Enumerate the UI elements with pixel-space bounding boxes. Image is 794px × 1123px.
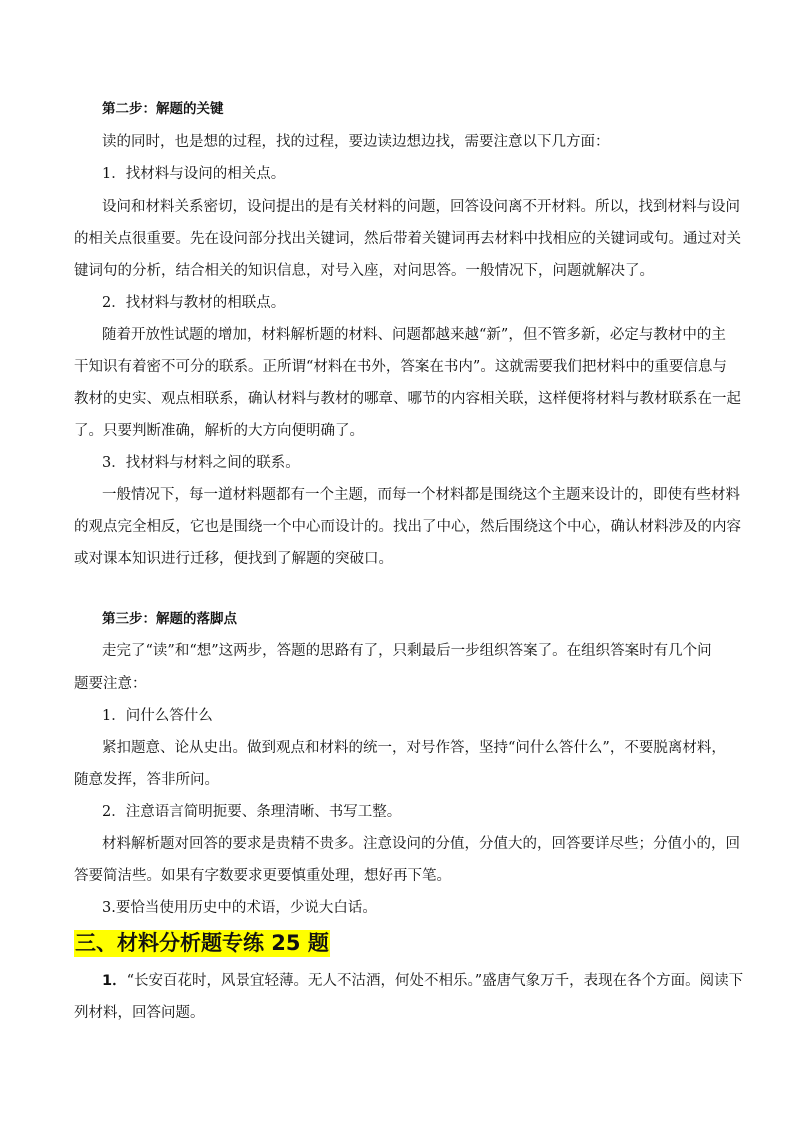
step3-point2-title: 2．注意语言简明扼要、条理清晰、书写工整。 [102, 804, 402, 820]
step2-heading: 第二步：解题的关键 [102, 101, 224, 117]
question-1-line1 [102, 972, 752, 991]
step3-point2-line1: 材料解析题对回答的要求是贵精不贵多。注意设问的分值，分值大的，回答要详尽些；分值小的，回 [102, 836, 740, 852]
step2-point1-line2: 的相关点很重要。先在设问部分找出关键词，然后带着关键词再去材料中找相应的关键词或句。通过对关 [74, 231, 741, 247]
question-1-number: 1． [102, 973, 127, 989]
step2-point2-line3: 教材的史实、观点相联系，确认材料与教材的哪章、哪节的内容相关联，这样便将材料与教材联系在一起 [74, 391, 741, 407]
step3-intro-line1: 走完了“读”和“想”这两步，答题的思路有了，只剩最后一步组织答案了。在组织答案时有几个问 [102, 643, 712, 659]
step2-point2-title: 2．找材料与教材的相联点。 [102, 295, 286, 311]
step2-point2-line4: 了。只要判断准确，解析的大方向便明确了。 [74, 423, 364, 439]
step3-intro-line2: 题要注意： [74, 676, 147, 692]
step2-point3-title: 3．找材料与材料之间的联系。 [102, 455, 300, 471]
step2-point1-line1: 设问和材料关系密切，设问提出的是有关材料的问题，回答设问离不开材料。所以，找到材料与设问 [102, 199, 740, 215]
step2-point2-line1: 随着开放性试题的增加，材料解析题的材料、问题都越来越“新”，但不管多新，必定与教材中的主 [102, 327, 726, 343]
step3-point3: 3.要恰当使用历史中的术语，少说大白话。 [102, 900, 377, 916]
step2-point1-line3: 键词句的分析，结合相关的知识信息，对号入座，对问思答。一般情况下，问题就解决了。 [74, 263, 654, 279]
step3-point2-line2: 答要简洁些。如果有字数要求更要慎重处理，想好再下笔。 [74, 868, 451, 884]
step2-point1-title: 1．找材料与设问的相关点。 [102, 166, 286, 182]
step3-point1-line2: 随意发挥，答非所问。 [74, 772, 219, 788]
step3-heading: 第三步：解题的落脚点 [102, 611, 237, 627]
question-1-text: “长安百花时，风景宜轻薄。无人不沽酒，何处不相乐。”盛唐气象万千，表现在各个方面。阅读下 [126, 973, 744, 989]
step2-point3-line2: 的观点完全相反，它也是围绕一个中心而设计的。找出了中心，然后围绕这个中心，确认材料涉及的内容 [74, 519, 741, 535]
step2-point2-line2: 干知识有着密不可分的联系。正所谓“材料在书外，答案在书内”。这就需要我们把材料中的重要信息与 [74, 359, 727, 375]
step2-point3-line1: 一般情况下，每一道材料题都有一个主题，而每一个材料都是围绕这个主题来设计的，即使有些材料 [102, 487, 740, 503]
question-1-line2: 列材料，回答问题。 [74, 1005, 205, 1021]
step3-point1-title: 1．问什么答什么 [102, 708, 213, 724]
section-title: 三、材料分析题专练 25 题 [75, 931, 329, 955]
step3-point1-line1: 紧扣题意、论从史出。做到观点和材料的统一，对号作答，坚持“问什么答什么”，不要脱离材料， [102, 740, 726, 756]
step2-point3-line3: 或对课本知识进行迁移，便找到了解题的突破口。 [74, 551, 393, 567]
step2-intro: 读的同时，也是想的过程，找的过程，要边读边想边找，需要注意以下几方面： [102, 134, 610, 150]
